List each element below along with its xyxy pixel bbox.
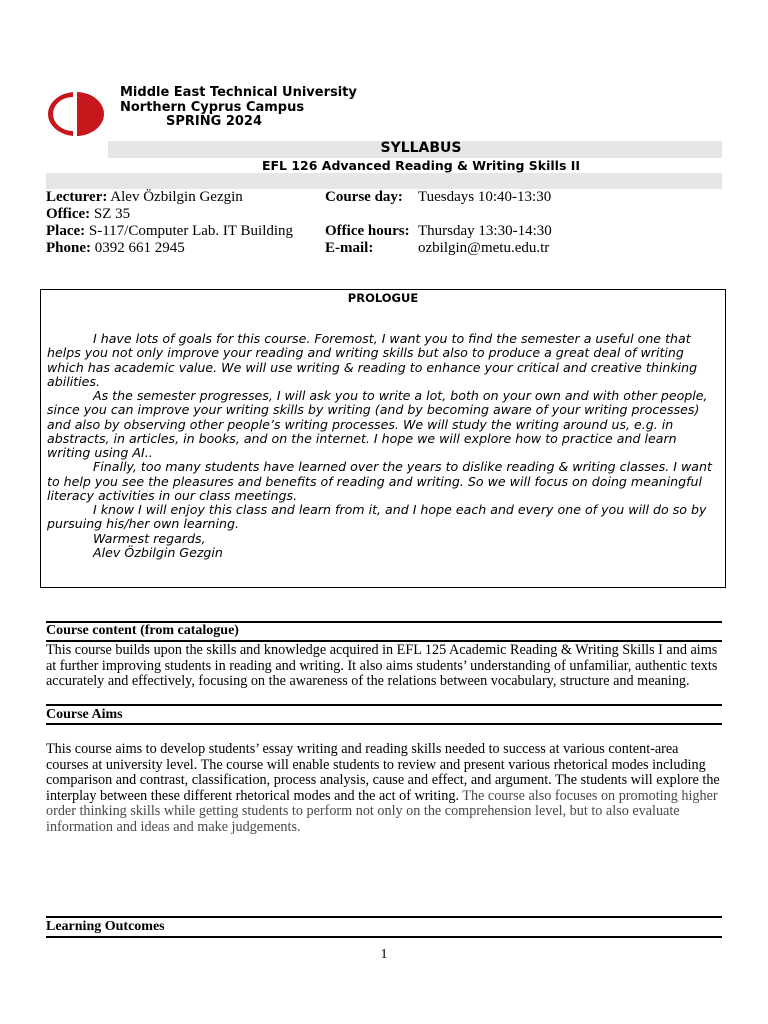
prologue-closing: Warmest regards, [93,530,206,546]
course-content-heading: Course content (from catalogue) [46,623,239,638]
prologue-box [40,289,726,588]
place-label: Place: [46,223,86,239]
office-row [46,206,130,223]
email-value[interactable]: ozbilgin@metu.edu.tr [418,240,550,256]
prologue-paragraph: I know I will enjoy this class and learn from it, and I hope each and every one of you will do so by pursuing his/her own learning. [47,502,707,532]
lecturer-label: Lecturer: [46,189,108,205]
email-label: E-mail: [325,240,374,256]
campus-name: Northern Cyprus Campus [120,99,305,115]
office-hours-label: Office hours: [325,223,410,239]
section-rule [46,723,722,725]
place-row [46,223,293,240]
lecturer-name: Alev Özbilgin Gezgin [110,189,243,205]
section-rule [46,704,722,706]
prologue-paragraph: As the semester progresses, I will ask you to write a lot, both on your own and with other people, since you can improve your writing skills by writing (and by becoming aware of your writing processes) and also by observing other people’s writing processes. We will study the writing around us, e.g. in abstracts, in articles, in books, and on the internet. I hope we will explore how to practice and learn writing using AI.. [47,388,708,460]
university-header [120,86,357,130]
lecturer-row [46,189,243,206]
section-rule [46,936,722,938]
prologue-body [47,332,719,560]
place-value: S-117/Computer Lab. IT Building [88,223,294,239]
prologue-title: PROLOGUE [347,291,419,305]
syllabus-title: SYLLABUS [380,140,462,156]
course-aims-heading: Course Aims [46,707,123,722]
university-name: Middle East Technical University [120,85,357,100]
office-label: Office: [46,206,91,222]
prologue-paragraph: Finally, too many students have learned over the years to dislike reading & writing classes. I want to help you see the pleasures and benefits of reading and writing. So we will focus on doing meaningful literacy activities in our class meetings. [47,459,712,503]
office-hours-value: Thursday 13:30-14:30 [418,223,552,239]
course-title: EFL 126 Advanced Reading & Writing Skills II [261,158,581,173]
phone-label: Phone: [46,240,91,256]
phone-row [46,240,185,257]
metu-logo-icon [46,90,106,138]
course-day-label: Course day: [325,189,403,205]
prologue-signature: Alev Özbilgin Gezgin [93,544,223,560]
course-aims-text: This course aims to develop students’ essay writing and reading skills needed to success at various content-area courses at university level. The course will enable students to review and present various rhetorical modes including comparison and contrast, classification, process analysis, cause and effect, and argument. The students will explore the interplay between these different rhetorical modes and the act of writing. The course also focuses on promoting higher order thinking skills while getting students to perform not only on the comprehension level, but to also evaluate information and ideas and make judgements. [46,741,720,835]
course-day-value: Tuesdays 10:40-13:30 [418,189,552,205]
section-rule [46,916,722,918]
prologue-paragraph: I have lots of goals for this course. Foremost, I want you to find the semester a useful one that helps you not only improve your reading and writing skills but also to produce a great deal of writing which has academic value. We will use writing & reading to enhance your critical and creative thinking abilities. [47,331,698,389]
phone-value: 0392 661 2945 [94,240,185,256]
page-number: 1 [380,947,388,962]
course-content-text: This course builds upon the skills and knowledge acquired in EFL 125 Academic Reading & Writing Skills I and aims at further improving students in reading and writing. It also aims students’ understanding of unfamiliar, authentic texts accurately and effectively, focusing on the awareness of the relations between vocabulary, structure and meaning. [46,642,718,689]
learning-outcomes-heading: Learning Outcomes [46,919,165,934]
office-value: SZ 35 [93,206,131,222]
shaded-band [46,173,722,189]
semester: SPRING 2024 [166,114,262,129]
